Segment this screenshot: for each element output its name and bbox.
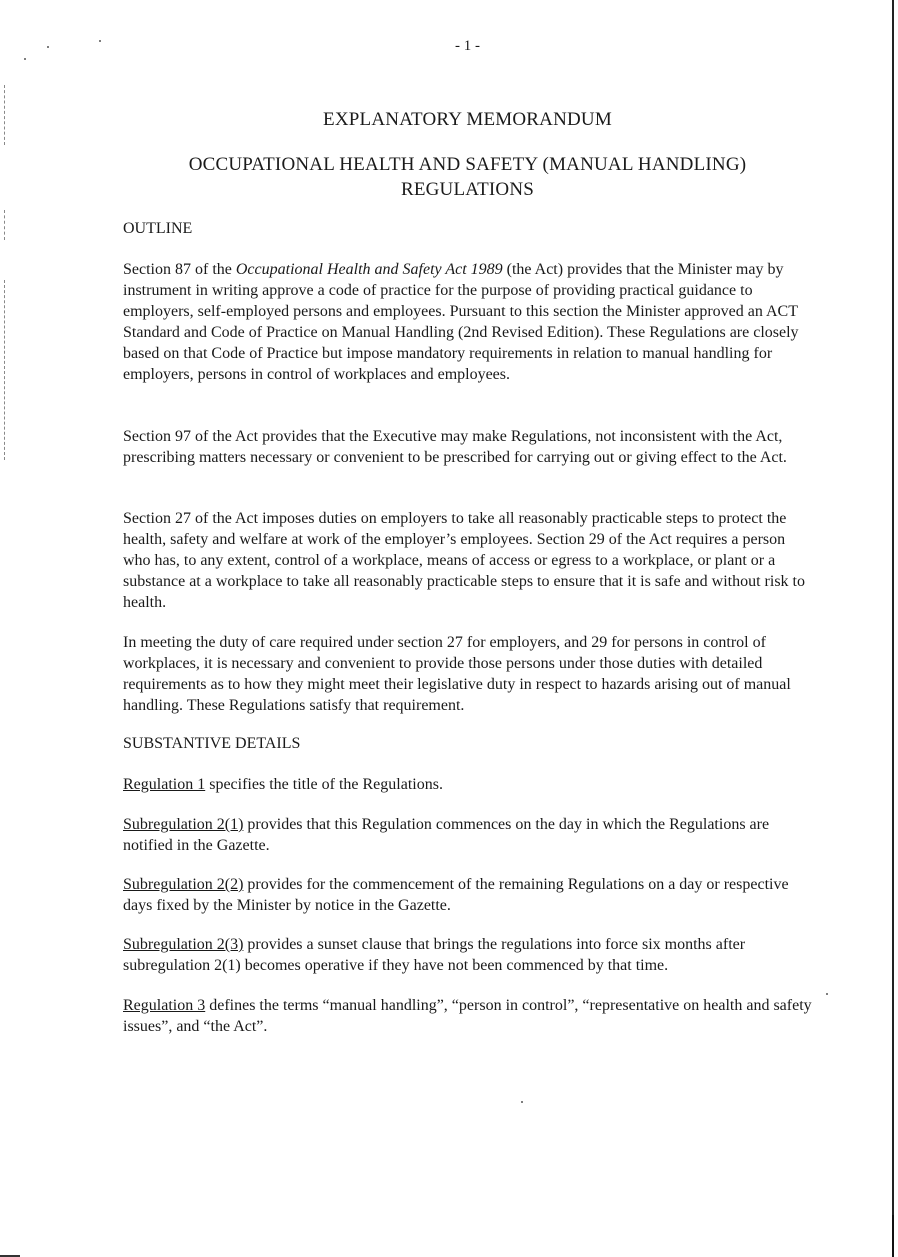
memo-title: EXPLANATORY MEMORANDUM [323,109,612,130]
detail-item [123,774,813,795]
scan-speck [826,993,828,995]
regulation-reference: Regulation 3 [123,997,206,1014]
outline-paragraph-2: Section 97 of the Act provides that the Executive may make Regulations, not inconsistent with the Act, prescribing matters necessary or convenient to be prescribed for carrying out or giving effect to the Act. [123,428,787,467]
outline-p1-post: (the Act) provides that the Minister may by instrument in writing approve a code of practice for the purpose of providing practical guidance to employers, self-employed persons and employees. Pursuant to this section the Minister approved an ACT Standard and Code of Practice on Manual Handling (2nd Revised Edition). These Regulations are closely based on that Code of Practice but impose mandatory requirements in relation to manual handling for employers, persons in control of workplaces and employees. [123,261,799,384]
detail-item [123,874,813,916]
scan-speck [24,58,26,60]
regulation-reference: Regulation 1 [123,776,206,793]
regulations-title-line-2: REGULATIONS [400,179,535,200]
detail-text: provides that this Regulation commences on the day in which the Regulations are notified in the Gazette. [123,816,770,855]
detail-text: specifies the title of the Regulations. [205,776,443,793]
scan-edge-left-lower [4,280,6,460]
act-name: Occupational Health and Safety Act 1989 [235,261,503,278]
regulations-title [0,152,898,202]
outline-heading: OUTLINE [123,220,193,237]
regulation-reference: Subregulation 2(2) [123,876,244,893]
scan-edge-right-bottom [892,1215,894,1257]
scan-speck [521,1101,523,1103]
detail-text: provides a sunset clause that brings the regulations into force six months after subregulation 2(1) becomes operative if they have not been commenced by that time. [123,936,746,975]
detail-item [123,995,813,1037]
detail-item [123,814,813,856]
outline-paragraph-1 [123,259,813,386]
detail-text: defines the terms “manual handling”, “person in control”, “representative on health and safety issues”, and “the Act”. [123,997,812,1036]
outline-paragraph-4: In meeting the duty of care required under section 27 for employers, and 29 for persons in control of workplaces, it is necessary and convenient to provide those persons under those duties with detailed requirements as to how they might meet their legislative duty in respect to hazards arising out of manual handling. These Regulations satisfy that requirement. [123,634,791,715]
outline-paragraph-3: Section 27 of the Act imposes duties on employers to take all reasonably practicable steps to protect the health, safety and welfare at work of the employer’s employees. Section 29 of the Act requires a person who has, to any extent, control of a workplace, means of access or egress to a workplace, or plant or a substance at a workplace to take all reasonably practicable steps to ensure that it is safe and without risk to health. [123,510,805,612]
regulation-reference: Subregulation 2(3) [123,936,244,953]
scan-edge-left-mid [4,210,6,240]
details-heading: SUBSTANTIVE DETAILS [123,735,301,752]
detail-text: provides for the commencement of the remaining Regulations on a day or respective days fixed by the Minister by notice in the Gazette. [123,876,789,915]
page-number: - 1 - [455,38,480,54]
regulations-title-line-1: OCCUPATIONAL HEALTH AND SAFETY (MANUAL HANDLING) [188,154,747,175]
detail-item [123,934,813,976]
outline-p1-pre: Section 87 of the [123,261,236,278]
regulation-reference: Subregulation 2(1) [123,816,244,833]
